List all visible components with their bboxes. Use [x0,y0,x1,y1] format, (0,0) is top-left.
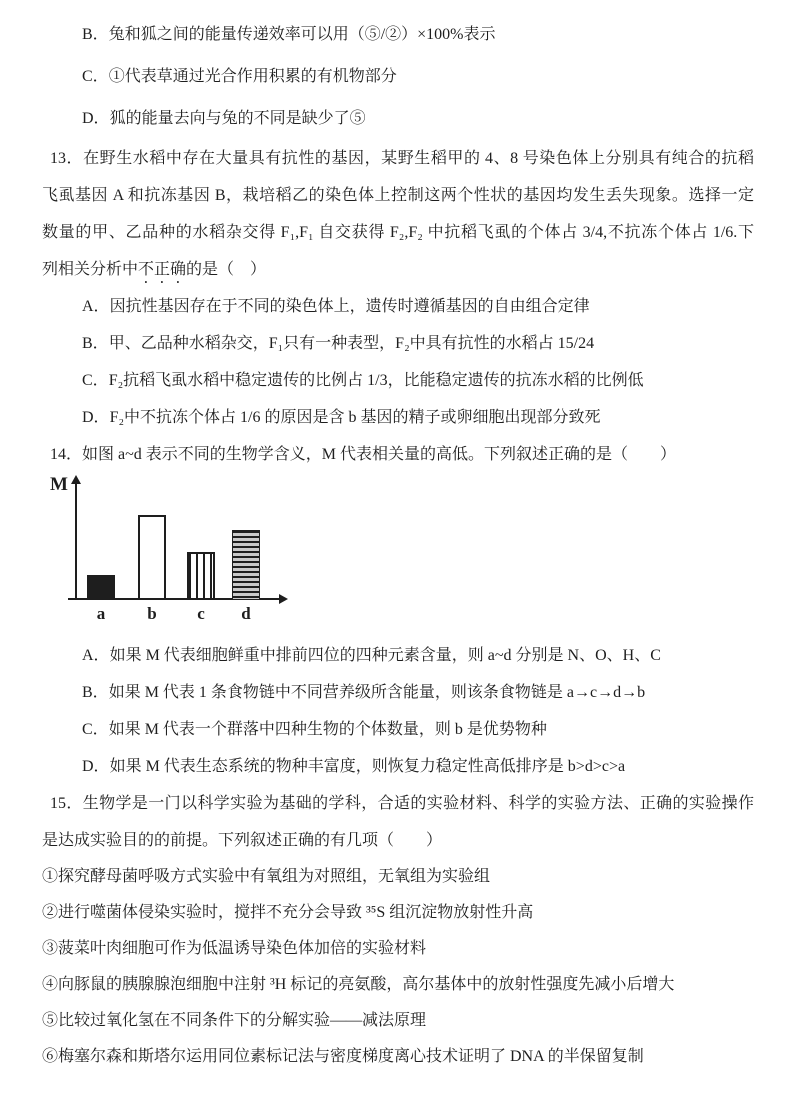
option-text: 狐的能量去向与兔的不同是缺少了⑤ [109,110,366,127]
option-label: D． [82,110,110,127]
q15-item-3: ③菠菜叶肉细胞可作为低温诱导染色体加倍的实验材料 [42,940,427,957]
bar-d [232,530,260,600]
bar-c [187,552,215,600]
option-text: 兔和狐之间的能量传递效率可以用（⑤/②）×100%表示 [108,26,496,43]
option-text: F₂中不抗冻个体占 1/6 的原因是含 b 基因的精子或卵细胞出现部分致死 [109,409,601,426]
q13-option-b [82,325,754,362]
prev-option-b [82,14,754,56]
q13-stem-line-2: 飞虱基因 A 和抗冻基因 B，栽培稻乙的染色体上控制这两个性状的基因均发生丢失现象。选择一定 [42,187,754,204]
prev-option-c [82,56,754,98]
q15-item-4: ④向豚鼠的胰腺腺泡细胞中注射 ³H 标记的亮氨酸，高尔基体中的放射性强度先减小后增大 [42,976,675,993]
option-text: 如果 M 代表 1 条食物链中不同营养级所含能量，则该条食物链是 a→c→d→b [108,684,646,701]
q13-stem-line-3: 数量的甲、乙品种的水稻杂交得 F₁,F₁ 自交获得 F₂,F₂ 中抗稻飞虱的个体占 3/4,不抗冻个体占 1/6.下 [42,224,754,241]
q14-option-c [82,711,754,748]
option-label: C． [82,372,109,389]
q14-option-b [82,674,754,711]
bar-label-d: d [241,604,251,623]
q13-option-a [82,288,754,325]
q13-option-d [82,399,754,436]
q15-stem-line-2: 是达成实验目的的前提。下列叙述正确的有几项（ ） [42,832,443,849]
q15-stem-line-1: 15．生物学是一门以科学实验为基础的学科，合适的实验材料、科学的实验方法、正确的实验操作 [50,795,754,812]
bar-a [87,575,115,600]
bar-label-a: a [96,604,106,623]
option-text: 因抗性基因存在于不同的染色体上，遗传时遵循基因的自由组合定律 [109,298,590,315]
option-label: D． [82,409,110,426]
option-text: 甲、乙品种水稻杂交，F₁只有一种表型，F₂中具有抗性的水稻占 15/24 [108,335,595,352]
q15-item-2: ②进行噬菌体侵染实验时，搅拌不充分会导致 ³⁵S 组沉淀物放射性升高 [42,904,534,921]
option-text: 如果 M 代表一个群落中四种生物的个体数量，则 b 是优势物种 [108,721,547,738]
prev-question-options [42,14,754,140]
stem-text: 的是（ ） [186,261,267,278]
prev-option-d [82,98,754,140]
option-label: D． [82,758,110,775]
q15-item-5: ⑤比较过氧化氢在不同条件下的分解实验——减法原理 [42,1012,427,1029]
question-14 [42,436,754,785]
q13-stem-line-1: 13．在野生水稻中存在大量具有抗性的基因，某野生稻甲的 4、8 号染色体上分别具有纯合的抗稻 [50,150,754,167]
q15-item-1: ①探究酵母菌呼吸方式实验中有氧组为对照组，无氧组为实验组 [42,868,491,885]
bar-label-b: b [147,604,157,623]
option-label: C． [82,721,109,738]
option-label: C． [82,68,109,85]
question-15 [42,785,754,1075]
bar-b [138,515,166,600]
option-label: A． [82,298,110,315]
option-label: B． [82,26,109,43]
q14-option-d [82,748,754,785]
m-bar-chart [42,476,312,628]
option-text: 如果 M 代表细胞鲜重中排前四位的四种元素含量，则 a~d 分别是 N、O、H、C [109,647,661,664]
option-text: F₂抗稻飞虱水稻中稳定遗传的比例占 1/3，比能稳定遗传的抗冻水稻的比例低 [108,372,644,389]
stem-text: 列相关分析中 [42,261,139,278]
q13-option-c [82,362,754,399]
chart-plot [42,476,312,628]
question-13 [42,140,754,436]
y-axis-label: M [50,474,68,495]
option-label: A． [82,647,110,664]
q14-stem: 14．如图 a~d 表示不同的生物学含义，M 代表相关量的高低。下列叙述正确的是（ ） [50,446,676,463]
option-text: ①代表草通过光合作用积累的有机物部分 [108,68,397,85]
option-text: 如果 M 代表生态系统的物种丰富度，则恢复力稳定性高低排序是 b>d>c>a [109,758,626,775]
option-label: B． [82,684,109,701]
q13-stem-line-4 [42,251,754,288]
q15-item-6: ⑥梅塞尔森和斯塔尔运用同位素标记法与密度梯度离心技术证明了 DNA 的半保留复制 [42,1048,644,1065]
bar-label-c: c [197,604,205,623]
q14-option-a [82,637,754,674]
option-label: B． [82,335,109,352]
emphasized-text: 不正确 [138,261,187,278]
